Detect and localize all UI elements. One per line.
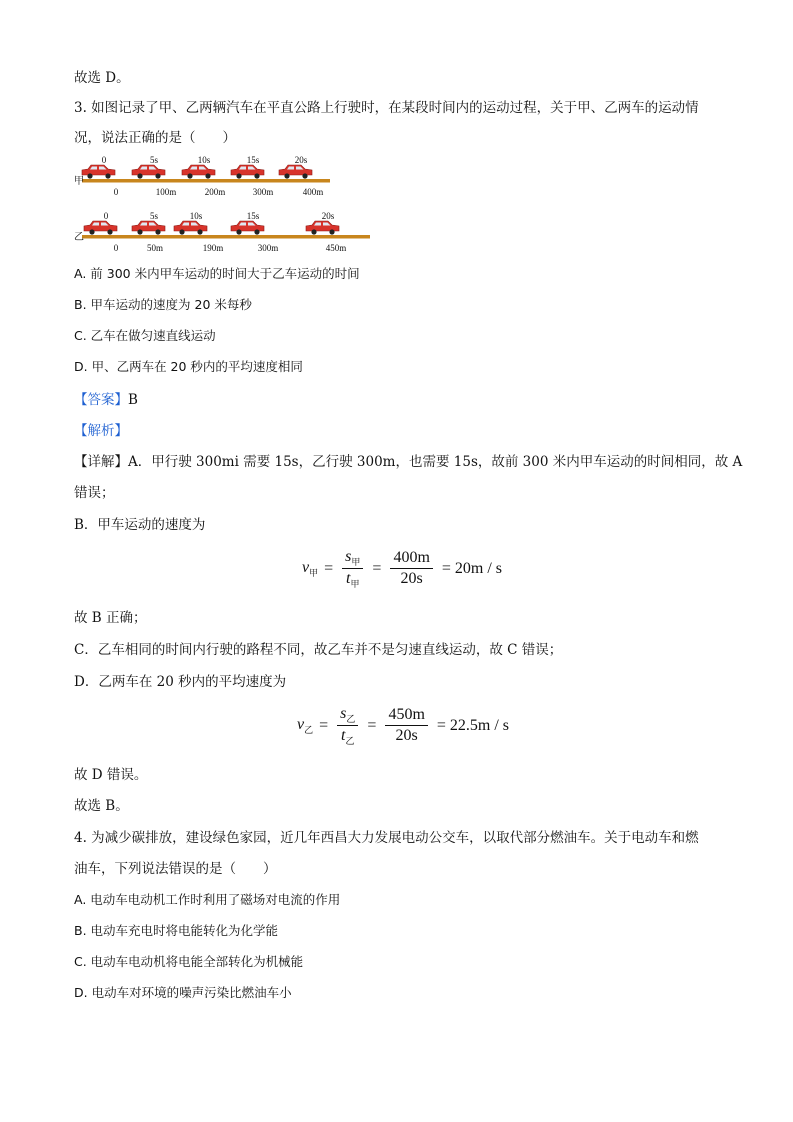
car-motion-diagram [74,154,374,258]
q3-option-a: A. 前 300 米内甲车运动的时间大于乙车运动的时间 [74,266,360,281]
detail-line-7: 故 D 错误。 [74,767,148,783]
jia-distance-label: 200m [204,187,226,197]
yi-distance-label: 450m [325,243,347,253]
wheel-icon [155,173,160,178]
row-yi [74,211,370,253]
jia-label: 甲 [74,176,84,187]
q3-stem-line-2: 况，说法正确的是（ ） [74,130,236,146]
q4-option-b: B. 电动车充电时将电能转化为化学能 [74,923,279,938]
yi-car-icon [84,221,117,235]
yi-distance-label: 0 [113,243,119,253]
yi-time-label: 15s [246,211,260,221]
yi-car-icon [231,221,264,235]
detail-line-8: 故选 B。 [74,798,129,814]
yi-distance-label: 300m [257,243,279,253]
jia-distance-label: 0 [113,187,119,197]
prev-conclusion: 故选 D。 [74,70,130,86]
yi-time-label: 10s [189,211,203,221]
wheel-icon [107,229,112,234]
jia-time-label: 5s [149,155,159,165]
wheel-icon [197,229,202,234]
detail-line-2: 错误； [74,485,115,501]
q4-option-a: A. 电动车电动机工作时利用了磁场对电流的作用 [74,892,341,907]
yi-time-label: 5s [149,211,159,221]
jia-car-icon [82,165,115,179]
answer-tag: 【答案】 [74,392,128,408]
detail-line-3: B．甲车运动的速度为 [74,517,206,533]
f2-value-fraction [385,706,427,745]
jia-car-icon [132,165,165,179]
analysis-tag: 【解析】 [74,423,128,439]
q3-option-c: C. 乙车在做匀速直线运动 [74,328,216,343]
jia-distance-label: 100m [155,187,177,197]
detail-line-4: 故 B 正确； [74,610,147,626]
yi-label: 乙 [74,232,84,243]
jia-car-icon [279,165,312,179]
wheel-icon [187,173,192,178]
jia-distance-label: 400m [302,187,324,197]
jia-car-icon [182,165,215,179]
yi-car-icon [132,221,165,235]
f2-symbol-fraction: $\frac{s_乙}{t_乙}$ [337,705,358,746]
wheel-icon [205,173,210,178]
row-jia [74,155,330,197]
jia-distance-label: 300m [252,187,274,197]
wheel-icon [311,229,316,234]
formula-speed-yi: $v_乙$ = $\frac{s_乙}{t_乙}$ = $\frac{450m}{20s}$ = 22.5m / s [297,705,510,746]
f1-v: v [302,559,310,577]
detail-line-5: C．乙车相同的时间内行驶的路程不同，故乙车并不是匀速直线运动，故 C 错误； [74,642,563,658]
yi-car-icon [306,221,339,235]
yi-time-label: 20s [321,211,335,221]
yi-road [82,235,370,239]
jia-time-label: 0 [101,155,107,165]
q4-option-d: D. 电动车对环境的噪声污染比燃油车小 [74,985,292,1000]
f1-denominator: 20s [400,570,423,587]
jia-road [82,179,330,183]
wheel-icon [329,229,334,234]
wheel-icon [105,173,110,178]
wheel-icon [236,173,241,178]
f1-result: = 20m / s [441,559,503,577]
wheel-icon [179,229,184,234]
answer-value: B [128,392,138,408]
q3-stem-line-1: 3. 如图记录了甲、乙两辆汽车在平直公路上行驶时，在某段时间内的运动过程，关于甲、乙两车的运动情 [74,100,699,116]
f1-value-fraction [390,549,432,588]
formula-speed-jia: $v_甲$ = $\frac{s_甲}{t_甲}$ = $\frac{400m}{20s}$ = 20m / s [302,548,503,589]
wheel-icon [155,229,160,234]
detail-line-1 [74,452,742,472]
f1-numerator: 400m [390,549,432,569]
q4-stem-line-1: 4. 为减少碳排放，建设绿色家园，近几年西昌大力发展电动公交车，以取代部分燃油车。关于电动车和燃 [74,830,699,846]
f1-v-sub: 甲 [309,568,319,579]
jia-time-label: 10s [197,155,211,165]
f2-denominator: 20s [395,727,418,744]
wheel-icon [87,173,92,178]
wheel-icon [137,173,142,178]
wheel-icon [89,229,94,234]
wheel-icon [254,173,259,178]
q3-option-b: B. 甲车运动的速度为 20 米每秒 [74,297,252,312]
f2-v: v [297,716,305,734]
jia-car-icon [231,165,264,179]
yi-time-label: 0 [103,211,109,221]
detail-line-6: D．乙两车在 20 秒内的平均速度为 [74,674,287,690]
f1-symbol-fraction: $\frac{s_甲}{t_甲}$ [342,548,363,589]
jia-time-label: 20s [294,155,308,165]
q3-option-d: D. 甲、乙两车在 20 秒内的平均速度相同 [74,359,303,374]
answer-line [74,390,138,410]
jia-time-label: 15s [246,155,260,165]
wheel-icon [137,229,142,234]
wheel-icon [284,173,289,178]
q4-option-c: C. 电动车电动机将电能全部转化为机械能 [74,954,304,969]
yi-car-icon [174,221,207,235]
wheel-icon [302,173,307,178]
yi-distance-label: 190m [202,243,224,253]
q4-stem-line-2: 油车，下列说法错误的是（ ） [74,861,277,877]
f2-v-sub: 乙 [304,725,314,736]
yi-distance-label: 50m [146,243,164,253]
detail-tag: 【详解】 [74,454,128,470]
f2-numerator: 450m [385,706,427,726]
f2-result: = 22.5m / s [436,716,510,734]
wheel-icon [254,229,259,234]
wheel-icon [236,229,241,234]
detail-a-text: A．甲行驶 300mi 需要 15s，乙行驶 300m，也需要 15s，故前 300 米内甲车运动的时间相同，故 A [128,454,743,470]
